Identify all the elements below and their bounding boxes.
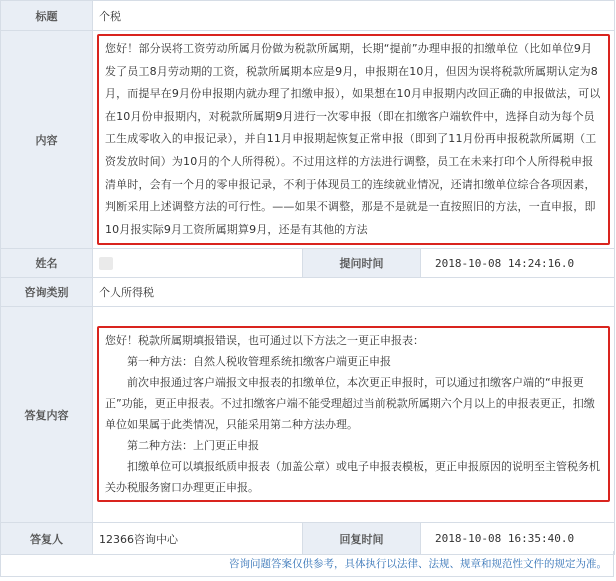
reply-time-label: 回复时间: [303, 523, 421, 555]
question-highlight-box: [97, 34, 610, 245]
replier-value: 12366咨询中心: [93, 523, 303, 555]
title-row: [1, 1, 615, 31]
name-row: [1, 249, 615, 278]
reply-method-one-title: 第一种方法：自然人税收管理系统扣缴客户端更正申报: [127, 355, 391, 369]
reply-method-two-detail: 扣缴单位可以填报纸质申报表（加盖公章）或电子申报表模板，更正申报原因的说明至主管税务机关办税服务窗口办理更正申报。: [105, 460, 600, 495]
disclaimer-note: 咨询问题答案仅供参考，具体执行以法律、法规、规章和规范性文件的规定为准。: [0, 551, 614, 577]
reply-method-two-title: 第二种方法：上门更正申报: [127, 439, 259, 453]
name-label: 姓名: [1, 249, 93, 278]
title-value: 个税: [93, 1, 615, 31]
reply-content-label: 答复内容: [1, 307, 93, 523]
category-row: [1, 278, 615, 307]
replier-label: 答复人: [1, 523, 93, 555]
question-content: 您好！部分误将工资劳动所属月份做为税款所属期，长期“提前”办理申报的扣缴单位（比如单位9月发了员工8月劳动期的工资，税款所属期本应是9月，申报期在10月，但因为误将税款所属期认定为8月，而提早在9月份申报期内就办理了扣缴申报），如果想在10月申报期内改回正确的申报做法，可以在10月份申报期内，对税款所属期9月进行一次零申报（即在扣缴客户端软件中，选择自动为每个员工生成零收入的申报记录），并自11月申报期起恢复正常申报（即到了11月份再申报税款所属期（工资发放时间）为10月的个人所得税）。不过用这样的方法进行调整，员工在未来打印个人所得税申报清单时，会有一个月的零申报记录，不利于体现员工的连续就业情况，还请扣缴单位综合各项因素，判断采用上述调整方法的可行性。——如果不调整，那是不是就是一直按照旧的方法，一直申报，即10月报实际9月工资所属期算9月，还是有其他的方法: [105, 42, 601, 236]
submit-time-value: 2018-10-08 14:24:16.0: [421, 249, 615, 278]
content-label: 内容: [1, 31, 93, 249]
reply-row: [1, 307, 615, 523]
reply-greeting: 您好！税款所属期填报错误，也可通过以下方法之一更正申报表：: [105, 334, 424, 348]
category-label: 咨询类别: [1, 278, 93, 307]
reply-time-value: 2018-10-08 16:35:40.0: [421, 523, 615, 555]
category-value: 个人所得税: [93, 278, 615, 307]
redacted-name: [99, 257, 113, 270]
title-label: 标题: [1, 1, 93, 31]
reply-method-one-detail: 前次申报通过客户端报文申报表的扣缴单位，本次更正申报时，可以通过扣缴客户端的“申报更正”功能，更正申报表。不过扣缴客户端不能受理超过当前税款所属期六个月以上的申报表更正，扣缴单位如果属于此类情况，只能采用第二种方法办理。: [105, 376, 595, 432]
content-row: [1, 31, 615, 249]
submit-time-label: 提问时间: [303, 249, 421, 278]
reply-highlight-box: [97, 326, 610, 502]
